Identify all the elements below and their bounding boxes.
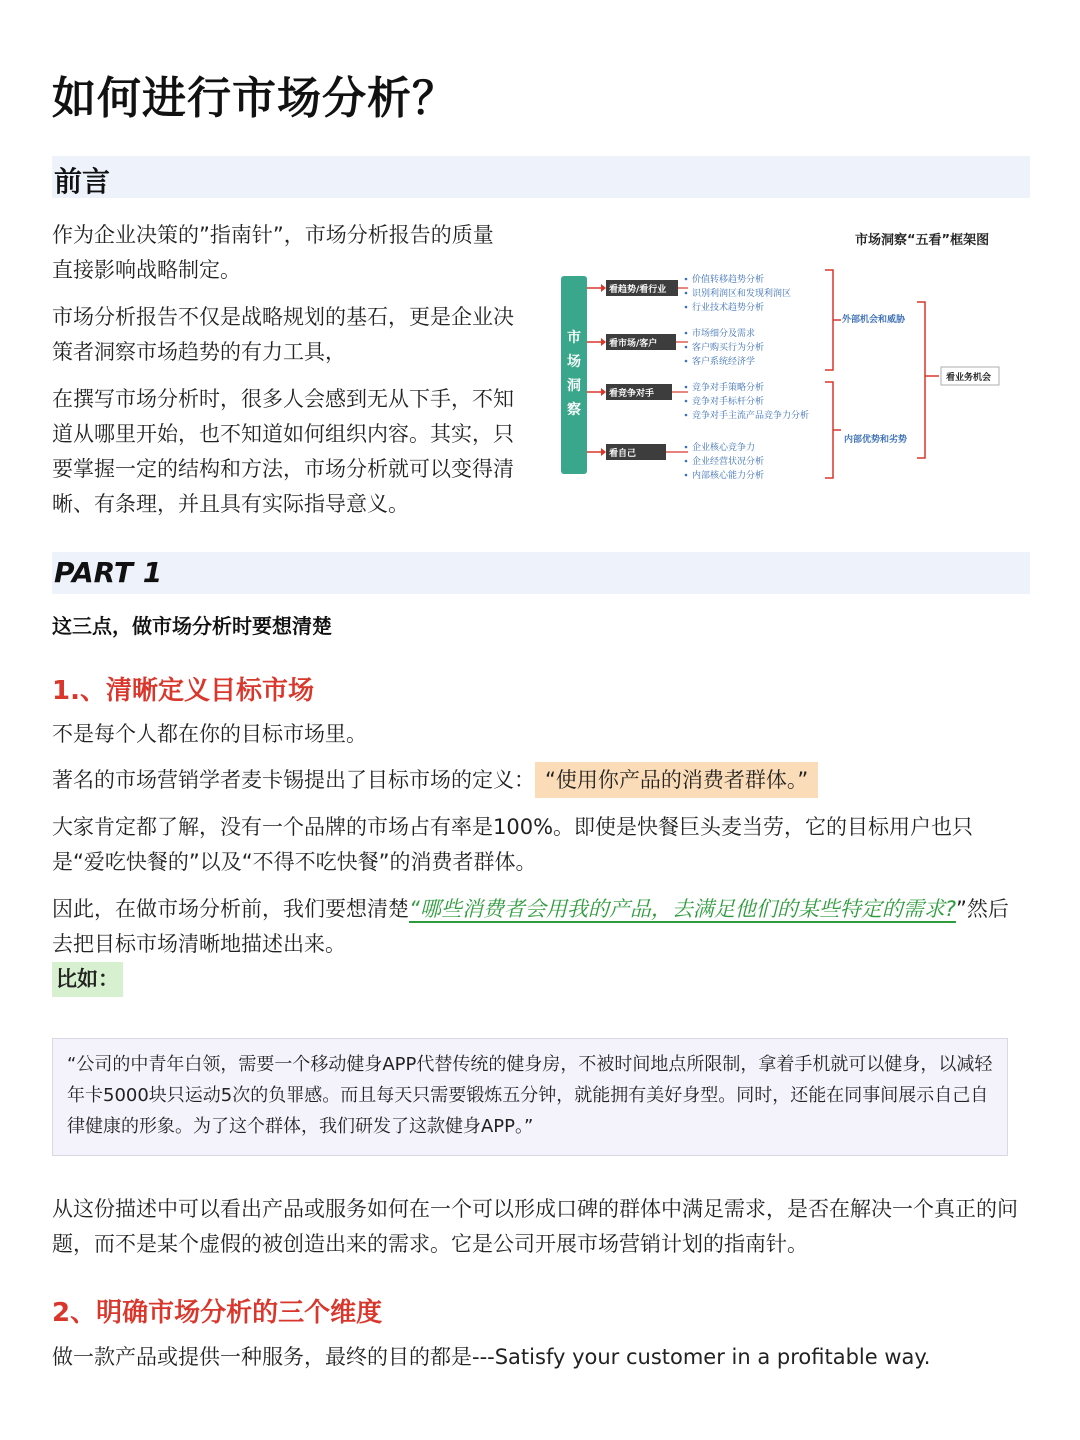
part1-section-bar (52, 552, 1030, 594)
diagram-item: 客户系统经济学 (692, 357, 756, 367)
preface-section-bar (52, 156, 1030, 198)
question-link[interactable]: “哪些消费者会用我的产品，去满足他们的某些特定的需求? (409, 897, 957, 921)
diagram-item: 内部核心能力分析 (692, 471, 765, 481)
definition-highlight: “使用你产品的消费者群体。” (535, 762, 818, 798)
diagram-root-char: 察 (567, 402, 581, 418)
page-title: 如何进行市场分析？ (52, 73, 457, 124)
section1-paragraph-1: 不是每个人都在你的目标市场里。 (52, 722, 367, 746)
diagram-item: 市场细分及需求 (692, 329, 756, 339)
diagram-item: 价值转移趋势分析 (692, 275, 765, 285)
diagram-item: 企业经营状况分析 (692, 457, 765, 467)
diagram-item: 竞争对手策略分析 (692, 383, 765, 393)
diagram-category-label: 看竞争对手 (609, 389, 655, 399)
diagram-external-label: 外部机会和威胁 (842, 315, 906, 325)
part1-heading: PART 1 (54, 556, 163, 589)
question-lead: 因此，在做市场分析前，我们要想清楚 (52, 897, 409, 921)
market-insight-diagram (545, 218, 1045, 508)
preface-paragraph-1: 作为企业决策的”指南针”，市场分析报告的质量直接影响战略制定。 (52, 223, 494, 282)
preface-paragraph-2: 市场分析报告不仅是战略规划的基石，更是企业决策者洞察市场趋势的有力工具， (52, 305, 514, 364)
definition-lead: 著名的市场营销学者麦卡锡提出了目标市场的定义： (52, 768, 535, 792)
diagram-item: 竞争对手标杆分析 (692, 397, 765, 407)
question-tail: ”然后去把目标市场清晰地描述出来。 (52, 897, 1009, 956)
section2-paragraph-1: 做一款产品或提供一种服务，最终的目的都是---Satisfy your customer in a profitable way. (52, 1345, 931, 1369)
preface-heading: 前言 (54, 165, 111, 198)
diagram-internal-label: 内部优势和劣势 (844, 435, 908, 445)
diagram-category-label: 看市场/客户 (609, 339, 658, 349)
example-quote-text: “公司的中青年白领，需要一个移动健身APP代替传统的健身房，不被时间地点所限制，拿着手机就可以健身，以减轻年卡5000块只运动5次的负罪感。而且每天只需要锻炼五分钟，就能拥有美好身型。同时，还能在同事间展示自己自律健康的形象。为了这个群体，我们研发了这款健身APP。” (67, 1054, 993, 1137)
diagram-category-label: 看趋势/看行业 (609, 285, 667, 295)
section1-paragraph-4 (52, 892, 1012, 962)
section1-paragraph-2 (52, 763, 1032, 798)
example-paragraph (52, 962, 123, 997)
diagram-result-label: 看业务机会 (946, 373, 992, 383)
diagram-item: 企业核心竞争力 (692, 443, 756, 453)
diagram-item: 识别利润区和发现利润区 (692, 289, 792, 299)
diagram-category-label: 看自己 (609, 449, 637, 459)
diagram-root-char: 场 (567, 354, 581, 370)
diagram-root-bar (561, 276, 587, 474)
preface-paragraph-3: 在撰写市场分析时，很多人会感到无从下手，不知道从哪里开始，也不知道如何组织内容。其实，只要掌握一定的结构和方法，市场分析就可以变得清晰、有条理，并且具有实际指导意义。 (52, 387, 514, 516)
section2-heading: 2、明确市场分析的三个维度 (52, 1298, 383, 1328)
section1-paragraph-3: 大家肯定都了解，没有一个品牌的市场占有率是100%。即使是快餐巨头麦当劳，它的目标用户也只是“爱吃快餐的”以及“不得不吃快餐”的消费者群体。 (52, 815, 974, 874)
example-label: 比如： (52, 962, 123, 997)
diagram-item: 行业技术趋势分析 (692, 303, 765, 313)
diagram-root-char: 市 (567, 330, 581, 346)
part1-subheading: 这三点，做市场分析时要想清楚 (52, 614, 332, 638)
diagram-item: 客户购买行为分析 (692, 343, 765, 353)
example-quote-box (52, 1038, 1008, 1156)
section1-heading: 1.、清晰定义目标市场 (52, 676, 314, 706)
diagram-item: 竞争对手主流产品竞争力分析 (692, 411, 810, 421)
diagram-root-char: 洞 (567, 378, 581, 394)
diagram-title: 市场洞察“五看”框架图 (855, 233, 990, 248)
section1-paragraph-5: 从这份描述中可以看出产品或服务如何在一个可以形成口碑的群体中满足需求，是否在解决一个真正的问题，而不是某个虚假的被创造出来的需求。它是公司开展市场营销计划的指南针。 (52, 1197, 1018, 1256)
